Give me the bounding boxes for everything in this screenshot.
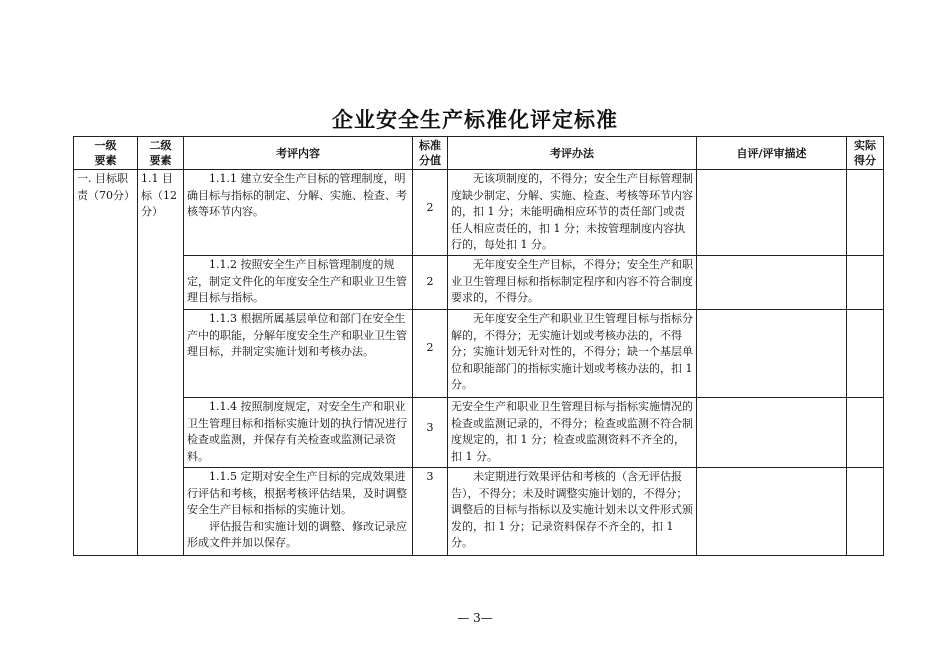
score-cell: 3 xyxy=(413,468,448,556)
content-cell: 1.1.3 根据所属基层单位和部门在安全生产中的职能，分解年度安全生产和职业卫生管理目标，并制定实施计划和考核办法。 xyxy=(184,310,413,398)
actual-score-cell xyxy=(847,170,884,256)
method-cell: 无年度安全生产和职业卫生管理目标与指标分解的，不得分；无实施计划或考核办法的，不得分；实施计划无针对性的，不得分；缺一个基层单位和职能部门的指标实施计划或考核办法的，扣 1 分。 xyxy=(448,310,697,398)
actual-score-cell xyxy=(847,398,884,468)
table-row xyxy=(74,468,884,556)
table-header-row xyxy=(74,137,884,170)
method-cell: 无安全生产和职业卫生管理目标与指标实施情况的检查或监测记录的，不得分；检查或监测不符合制度规定的，扣 1 分；检查或监测资料不齐全的，扣 1 分。 xyxy=(448,398,697,468)
self-eval-cell xyxy=(697,256,847,310)
score-cell: 2 xyxy=(413,170,448,256)
method-cell: 无该项制度的，不得分；安全生产目标管理制度缺少制定、分解、实施、检查、考核等环节内容的，扣 1 分；未能明确相应环节的责任部门或责任人相应责任的，扣 1 分；未按管理制度内容执行的，每处扣 1 分。 xyxy=(448,170,697,256)
header-level2: 二级 要素 xyxy=(138,137,184,170)
level2-element-cell: 1.1 目标（12 分） xyxy=(138,170,184,556)
table-row xyxy=(74,256,884,310)
table-row xyxy=(74,310,884,398)
content-paragraph: 1.1.5 定期对安全生产目标的完成效果进行评估和考核，根据考核评估结果，及时调整安全生产目标和指标的实施计划。 xyxy=(187,470,407,516)
header-score: 标准 分值 xyxy=(413,137,448,170)
content-cell: 1.1.4 按照制度规定，对安全生产和职业卫生管理目标和指标实施计划的执行情况进行检查或监测，并保存有关检查或监测记录资料。 xyxy=(184,398,413,468)
content-cell: 1.1.2 按照安全生产目标管理制度的规定，制定文件化的年度安全生产和职业卫生管理目标与指标。 xyxy=(184,256,413,310)
self-eval-cell xyxy=(697,398,847,468)
self-eval-cell xyxy=(697,170,847,256)
evaluation-standard-table xyxy=(73,136,884,556)
header-method: 考评办法 xyxy=(448,137,697,170)
actual-score-cell xyxy=(847,468,884,556)
content-paragraph: 评估报告和实施计划的调整、修改记录应形成文件并加以保存。 xyxy=(187,519,407,549)
table-row xyxy=(74,170,884,256)
actual-score-cell xyxy=(847,256,884,310)
level1-element-cell: 一. 目标职责（70分） xyxy=(74,170,138,556)
self-eval-cell xyxy=(697,310,847,398)
content-cell xyxy=(184,468,413,556)
table-row xyxy=(74,398,884,468)
header-level1: 一级 要素 xyxy=(74,137,138,170)
score-cell: 2 xyxy=(413,310,448,398)
method-cell: 无年度安全生产目标，不得分；安全生产和职业卫生管理目标和指标制定程序和内容不符合制度要求的，不得分。 xyxy=(448,256,697,310)
score-cell: 2 xyxy=(413,256,448,310)
page-number: — 3— xyxy=(457,611,493,625)
content-cell: 1.1.1 建立安全生产目标的管理制度，明确目标与指标的制定、分解、实施、检查、考核等环节内容。 xyxy=(184,170,413,256)
document-title: 企业安全生产标准化评定标准 xyxy=(332,108,618,132)
method-cell: 未定期进行效果评估和考核的（含无评估报告），不得分；未及时调整实施计划的，不得分；调整后的目标与指标以及实施计划未以文件形式颁发的，扣 1 分；记录资料保存不齐全的，扣 1 分。 xyxy=(448,468,697,556)
header-self-eval: 自评/评审描述 xyxy=(697,137,847,170)
header-content: 考评内容 xyxy=(184,137,413,170)
score-cell: 3 xyxy=(413,398,448,468)
header-actual: 实际 得分 xyxy=(847,137,884,170)
actual-score-cell xyxy=(847,310,884,398)
self-eval-cell xyxy=(697,468,847,556)
